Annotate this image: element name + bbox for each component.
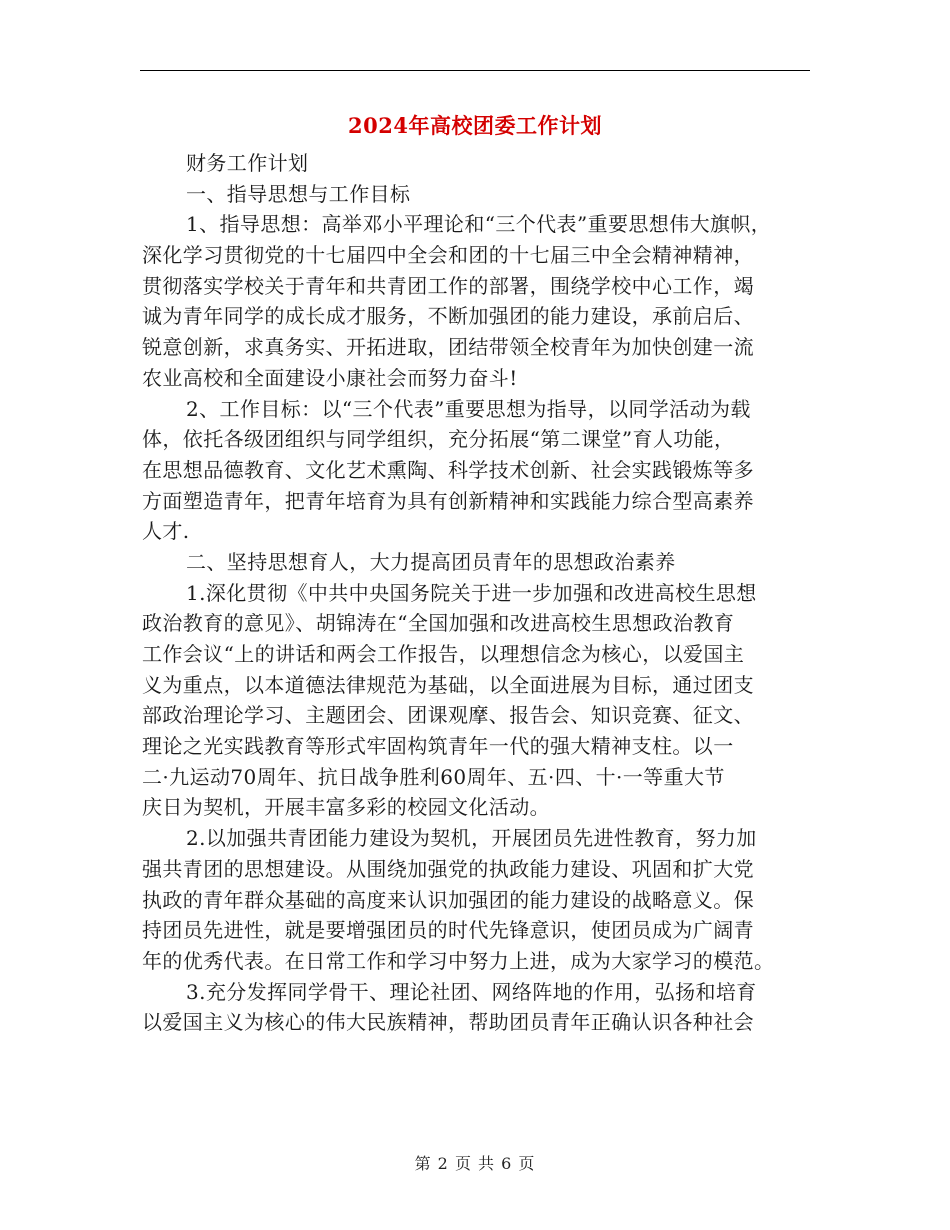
body-text-line: 诚为青年同学的成长成才服务，不断加强团的能力建设，承前启后、	[142, 304, 754, 329]
body-text-line: 持团员先进性，就是要增强团员的时代先锋意识，使团员成为广阔青	[142, 918, 754, 943]
body-text-line: 2、工作目标：以“三个代表”重要思想为指导，以同学活动为载	[186, 396, 751, 421]
header-rule	[140, 70, 810, 71]
body-text-line: 年的优秀代表。在日常工作和学习中努力上进，成为大家学习的模范。	[142, 948, 775, 973]
body-text-line: 方面塑造青年，把青年培育为具有创新精神和实践能力综合型高素养	[142, 488, 754, 513]
body-text-line: 农业高校和全面建设小康社会而努力奋斗!	[142, 365, 518, 390]
body-text-line: 2.以加强共青团能力建设为契机，开展团员先进性教育，努力加	[186, 826, 757, 851]
body-text-line: 二、坚持思想育人，大力提高团员青年的思想政治素养	[186, 549, 676, 574]
body-text-line: 二·九运动70周年、抗日战争胜利60周年、五·四、十·一等重大节	[142, 764, 725, 789]
page-footer: 第 2 页 共 6 页	[414, 1154, 536, 1173]
body-text-line: 政治教育的意见》、胡锦涛在“全国加强和改进高校生思想政治教育	[142, 611, 735, 636]
body-text-line: 锐意创新，求真务实、开拓进取，团结带领全校青年为加快创建一流	[142, 335, 754, 360]
body-text-line: 深化学习贯彻党的十七届四中全会和团的十七届三中全会精神精神，	[142, 243, 754, 268]
document-body	[142, 148, 810, 1038]
body-text-line: 一、指导思想与工作目标	[186, 181, 411, 206]
body-text-line: 工作会议“上的讲话和两会工作报告，以理想信念为核心，以爱国主	[142, 642, 745, 666]
body-text-line: 义为重点，以本道德法律规范为基础，以全面进展为目标，通过团支	[142, 672, 754, 697]
body-text-line: 部政治理论学习、主题团会、团课观摩、报告会、知识竞赛、征文、	[142, 703, 754, 728]
body-text-line: 人才.	[142, 519, 190, 544]
body-text-line: 3.充分发挥同学骨干、理论社团、网络阵地的作用，弘扬和培育	[186, 979, 757, 1004]
body-text-line: 以爱国主义为核心的伟大民族精神，帮助团员青年正确认识各种社会	[142, 1010, 754, 1035]
body-text-line: 1.深化贯彻《中共中央国务院关于进一步加强和改进高校生思想	[186, 580, 757, 605]
body-text-line: 1、指导思想：高举邓小平理论和“三个代表”重要思想伟大旗帜，	[186, 212, 772, 237]
body-text-line: 执政的青年群众基础的高度来认识加强团的能力建设的战略意义。保	[142, 887, 754, 912]
body-text-line: 贯彻落实学校关于青年和共青团工作的部署，围绕学校中心工作，竭	[142, 273, 754, 298]
body-text-line: 庆日为契机，开展丰富多彩的校园文化活动。	[142, 795, 550, 820]
body-text-line: 在思想品德教育、文化艺术熏陶、科学技术创新、社会实践锻炼等多	[142, 457, 754, 482]
body-text-line: 强共青团的思想建设。从围绕加强党的执政能力建设、巩固和扩大党	[142, 856, 754, 881]
body-text-line: 体，依托各级团组织与同学组织，充分拓展“第二课堂”育人功能，	[142, 427, 735, 452]
body-text-line: 财务工作计划	[186, 151, 309, 175]
page-title: 2024年高校团委工作计划	[348, 113, 602, 138]
body-text-line: 理论之光实践教育等形式牢固构筑青年一代的强大精神支柱。以一	[142, 734, 734, 759]
